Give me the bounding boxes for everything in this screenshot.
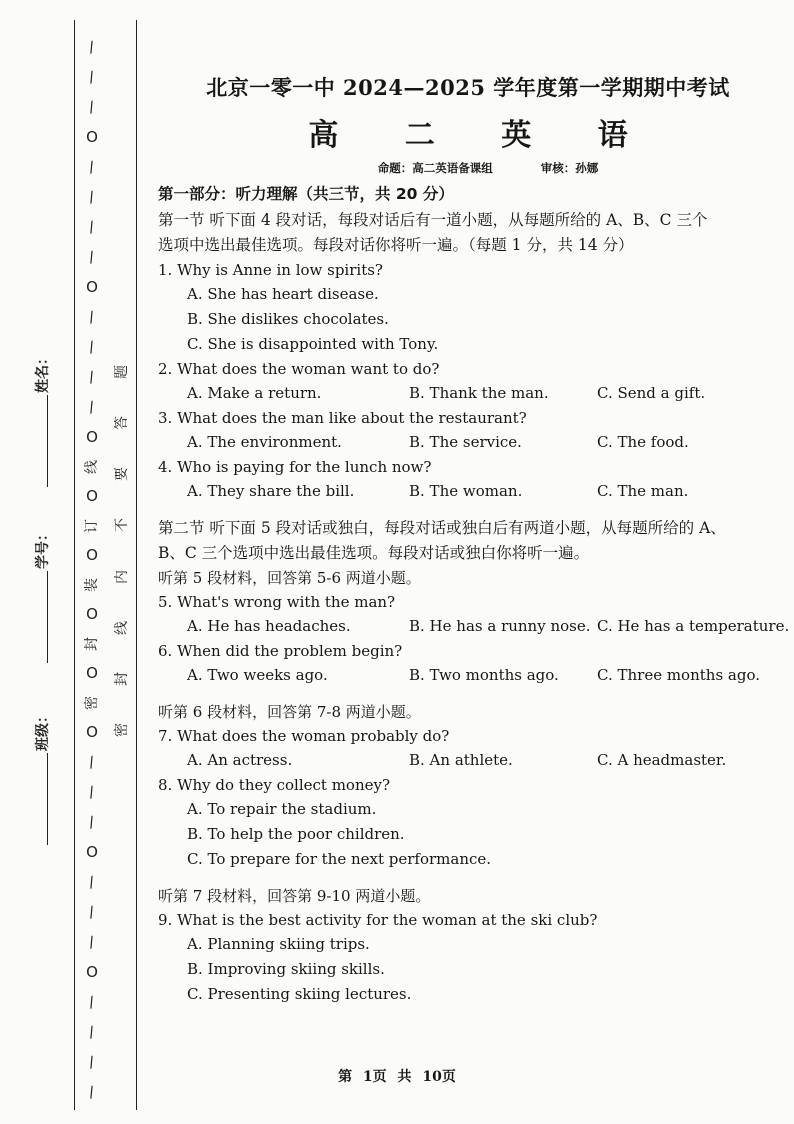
question-stem: 4. Who is paying for the lunch now? bbox=[158, 458, 432, 476]
question-7 bbox=[158, 724, 778, 773]
question-1 bbox=[158, 258, 778, 357]
section1-instruction: 第一节 听下面 4 段对话，每段对话后有一道小题，从每题所给的 A、B、C 三个 选项中选出最佳选项。每段对话你将听一遍。（每题 1 分，共 14 分） bbox=[158, 211, 708, 254]
question-stem: 5. What's wrong with the man? bbox=[158, 593, 396, 611]
binding-char: 订 bbox=[84, 519, 100, 533]
student-id-label: 学号： bbox=[35, 527, 51, 569]
option-a[interactable]: A. The environment. bbox=[187, 433, 342, 451]
binding-char: 密 bbox=[84, 696, 100, 710]
option-a[interactable]: A. She has heart disease. bbox=[187, 285, 379, 303]
group-intro: 听第 5 段材料，回答第 5-6 两道小题。 bbox=[158, 569, 421, 587]
option-b[interactable]: B. She dislikes chocolates. bbox=[187, 310, 389, 328]
part1-heading: 第一部分：听力理解（共三节，共 20 分） bbox=[158, 185, 454, 203]
option-c[interactable]: C. The food. bbox=[597, 433, 689, 451]
option-b[interactable]: B. He has a runny nose. bbox=[409, 617, 591, 635]
binding-char: 装 bbox=[84, 578, 100, 592]
option-b[interactable]: B. The woman. bbox=[409, 482, 523, 500]
binding-inner-column bbox=[110, 362, 132, 740]
question-stem: 2. What does the woman want to do? bbox=[158, 360, 440, 378]
option-c[interactable]: C. Three months ago. bbox=[597, 666, 760, 684]
binding-char: 线 bbox=[84, 460, 100, 474]
exam-title: 北京一零一中 2024—2025 学年度第一学期期中考试 bbox=[206, 75, 730, 100]
option-a[interactable]: A. Planning skiing trips. bbox=[187, 935, 370, 953]
option-c[interactable]: C. Presenting skiing lectures. bbox=[187, 985, 412, 1003]
reviewer: 审核：孙娜 bbox=[540, 161, 599, 175]
question-stem: 8. Why do they collect money? bbox=[158, 776, 391, 794]
question-2 bbox=[158, 357, 778, 406]
question-6 bbox=[158, 639, 778, 688]
option-b[interactable]: B. The service. bbox=[409, 433, 522, 451]
binding-dash-column: / / / O / / / / O / / / / O 线 O 订 O 装 O 封 O 密 O / / / O / / / O / / / / bbox=[84, 37, 100, 1102]
class-label: 班级： bbox=[35, 709, 51, 751]
exam-content bbox=[158, 72, 790, 1007]
binding-inner-char: 要 bbox=[114, 467, 130, 482]
binding-inner-char: 线 bbox=[114, 620, 130, 635]
question-stem: 9. What is the best activity for the woman at the ski club? bbox=[158, 911, 598, 929]
option-c[interactable]: C. She is disappointed with Tony. bbox=[187, 335, 439, 353]
option-c[interactable]: C. Send a gift. bbox=[597, 384, 706, 402]
author: 命题：高二英语备课组 bbox=[377, 161, 493, 175]
name-field[interactable] bbox=[22, 351, 62, 426]
binding-inner-char: 密 bbox=[114, 722, 130, 737]
author-line bbox=[158, 160, 778, 176]
option-c[interactable]: C. He has a temperature. bbox=[597, 617, 790, 635]
option-b[interactable]: B. To help the poor children. bbox=[187, 825, 405, 843]
option-c[interactable]: C. The man. bbox=[597, 482, 689, 500]
option-b[interactable]: B. An athlete. bbox=[409, 751, 513, 769]
page-footer: 第 1页 共 10页 bbox=[338, 1069, 456, 1085]
subject-title: 高 二 英 语 bbox=[308, 118, 656, 153]
option-b[interactable]: B. Improving skiing skills. bbox=[187, 960, 385, 978]
option-b[interactable]: B. Two months ago. bbox=[409, 666, 559, 684]
question-stem: 1. Why is Anne in low spirits? bbox=[158, 261, 383, 279]
question-9 bbox=[158, 908, 778, 1007]
option-b[interactable]: B. Thank the man. bbox=[409, 384, 549, 402]
question-stem: 7. What does the woman probably do? bbox=[158, 727, 450, 745]
option-a[interactable]: A. He has headaches. bbox=[187, 617, 351, 635]
binding-inner-char: 封 bbox=[114, 671, 130, 686]
section2-instruction: 第二节 听下面 5 段对话或独白，每段对话或独白后有两道小题，从每题所给的 A、 B、C 三个选项中选出最佳选项。每段对话或独白你将听一遍。 bbox=[158, 519, 726, 562]
binding-line-inner bbox=[136, 20, 137, 1110]
option-c[interactable]: C. To prepare for the next performance. bbox=[187, 850, 492, 868]
option-a[interactable]: A. They share the bill. bbox=[187, 482, 355, 500]
question-4 bbox=[158, 455, 778, 504]
option-a[interactable]: A. Make a return. bbox=[187, 384, 322, 402]
binding-inner-char: 题 bbox=[114, 365, 130, 379]
binding-inner-char: 不 bbox=[114, 518, 130, 533]
name-label: 姓名： bbox=[35, 351, 51, 393]
group-intro: 听第 7 段材料，回答第 9-10 两道小题。 bbox=[158, 887, 431, 905]
question-stem: 6. When did the problem begin? bbox=[158, 642, 403, 660]
option-c[interactable]: C. A headmaster. bbox=[597, 751, 727, 769]
question-8 bbox=[158, 773, 778, 872]
student-id-field[interactable] bbox=[22, 527, 62, 602]
question-3 bbox=[158, 406, 778, 455]
binding-inner-char: 内 bbox=[114, 569, 130, 584]
binding-char: 封 bbox=[84, 637, 100, 651]
question-stem: 3. What does the man like about the restaurant? bbox=[158, 409, 527, 427]
group-intro: 听第 6 段材料，回答第 7-8 两道小题。 bbox=[158, 703, 421, 721]
option-a[interactable]: A. To repair the stadium. bbox=[187, 800, 377, 818]
option-a[interactable]: A. Two weeks ago. bbox=[187, 666, 328, 684]
binding-line-outer bbox=[74, 20, 75, 1110]
binding-inner-char: 答 bbox=[114, 416, 130, 431]
class-field[interactable] bbox=[22, 709, 62, 784]
question-5 bbox=[158, 590, 790, 639]
option-a[interactable]: A. An actress. bbox=[187, 751, 293, 769]
